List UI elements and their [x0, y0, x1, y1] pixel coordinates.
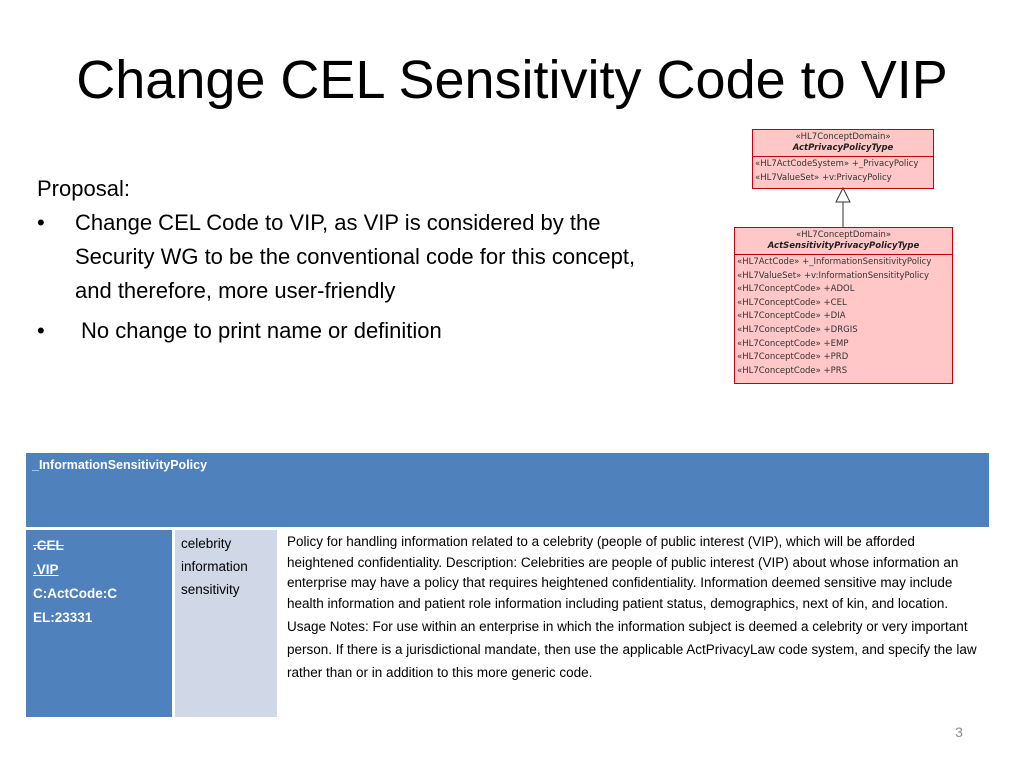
- print-name-line: information: [181, 559, 248, 574]
- uml-attribute: «HL7ConceptCode» +EMP: [737, 338, 849, 349]
- code-cell: [26, 530, 172, 717]
- uml-child-stereotype: «HL7ConceptDomain»: [795, 230, 892, 240]
- bullet-glyph: •: [37, 318, 45, 343]
- page-number: 3: [955, 724, 963, 740]
- bullet-item: [37, 206, 677, 308]
- code-id-line: C:ActCode:C: [33, 586, 117, 601]
- bullet-item: [37, 314, 677, 348]
- uml-attribute: «HL7ConceptCode» +PRD: [737, 352, 849, 363]
- generalization-arrow: [832, 186, 854, 228]
- old-code: .CEL: [33, 538, 64, 553]
- print-name-line: sensitivity: [181, 582, 240, 597]
- uml-child-header: [735, 228, 952, 255]
- uml-attribute: «HL7ConceptCode» +DRGIS: [737, 324, 858, 335]
- print-name-cell: [175, 530, 277, 717]
- code-table: [24, 451, 990, 717]
- proposal-text: [37, 172, 677, 348]
- uml-attribute: «HL7ActCodeSystem» +_PrivacyPolicy: [755, 159, 919, 169]
- bullet-glyph: •: [37, 210, 45, 235]
- uml-parent-header: [753, 130, 933, 157]
- uml-parent-class: [752, 129, 934, 189]
- uml-child-class-name: ActSensitivityPrivacyPolicyType: [767, 241, 920, 251]
- uml-attribute: «HL7ConceptCode» +CEL: [737, 297, 847, 308]
- uml-attribute: «HL7ConceptCode» +PRS: [737, 365, 848, 376]
- definition-cell: [280, 530, 989, 717]
- usage-notes: Usage Notes: For use within an enterprise in which the information subject is deemed a celebrity or very important person. If there is a jurisdictional mandate, then use the applicable ActPrivacyLaw code system, and specify the law rather than or in addition to this more generic code.: [287, 619, 977, 680]
- uml-parent-class-name: ActPrivacyPolicyType: [792, 143, 894, 153]
- uml-parent-stereotype: «HL7ConceptDomain»: [795, 132, 891, 142]
- code-id-line: EL:23331: [33, 610, 93, 625]
- bullet-text: No change to print name or definition: [81, 318, 442, 343]
- uml-child-class: [734, 227, 953, 384]
- table-header: _InformationSensitivityPolicy: [26, 453, 989, 527]
- uml-attribute: «HL7ActCode» +_InformationSensitivityPolicy: [737, 257, 932, 267]
- print-name-line: celebrity: [181, 536, 232, 551]
- proposal-label: Proposal:: [37, 176, 130, 201]
- bullet-text: Change CEL Code to VIP, as VIP is considered by the Security WG to be the conventional code for this concept, and therefore, more user-friendly: [75, 210, 636, 303]
- uml-attribute: «HL7ValueSet» +v:InformationSensitityPolicy: [737, 270, 930, 281]
- uml-attribute: «HL7ValueSet» +v:PrivacyPolicy: [755, 172, 892, 183]
- slide-title: Change CEL Sensitivity Code to VIP: [76, 50, 948, 110]
- definition-text: Policy for handling information related to a celebrity (people of public interest (VIP), which will be afforded heightened confidentiality. Description: Celebrities are people of public interest (VIP) about whose information an enterprise may have a policy that requires heightened confidentiality. Information deemed sensitive may include health information and patient role information including patient status, demographics, next of kin, and location.: [287, 534, 959, 611]
- uml-attribute: «HL7ConceptCode» +DIA: [737, 311, 846, 322]
- uml-attribute: «HL7ConceptCode» +ADOL: [737, 284, 855, 295]
- uml-child-attributes: [735, 255, 952, 379]
- uml-parent-attributes: [753, 157, 933, 186]
- new-code: .VIP: [33, 562, 59, 577]
